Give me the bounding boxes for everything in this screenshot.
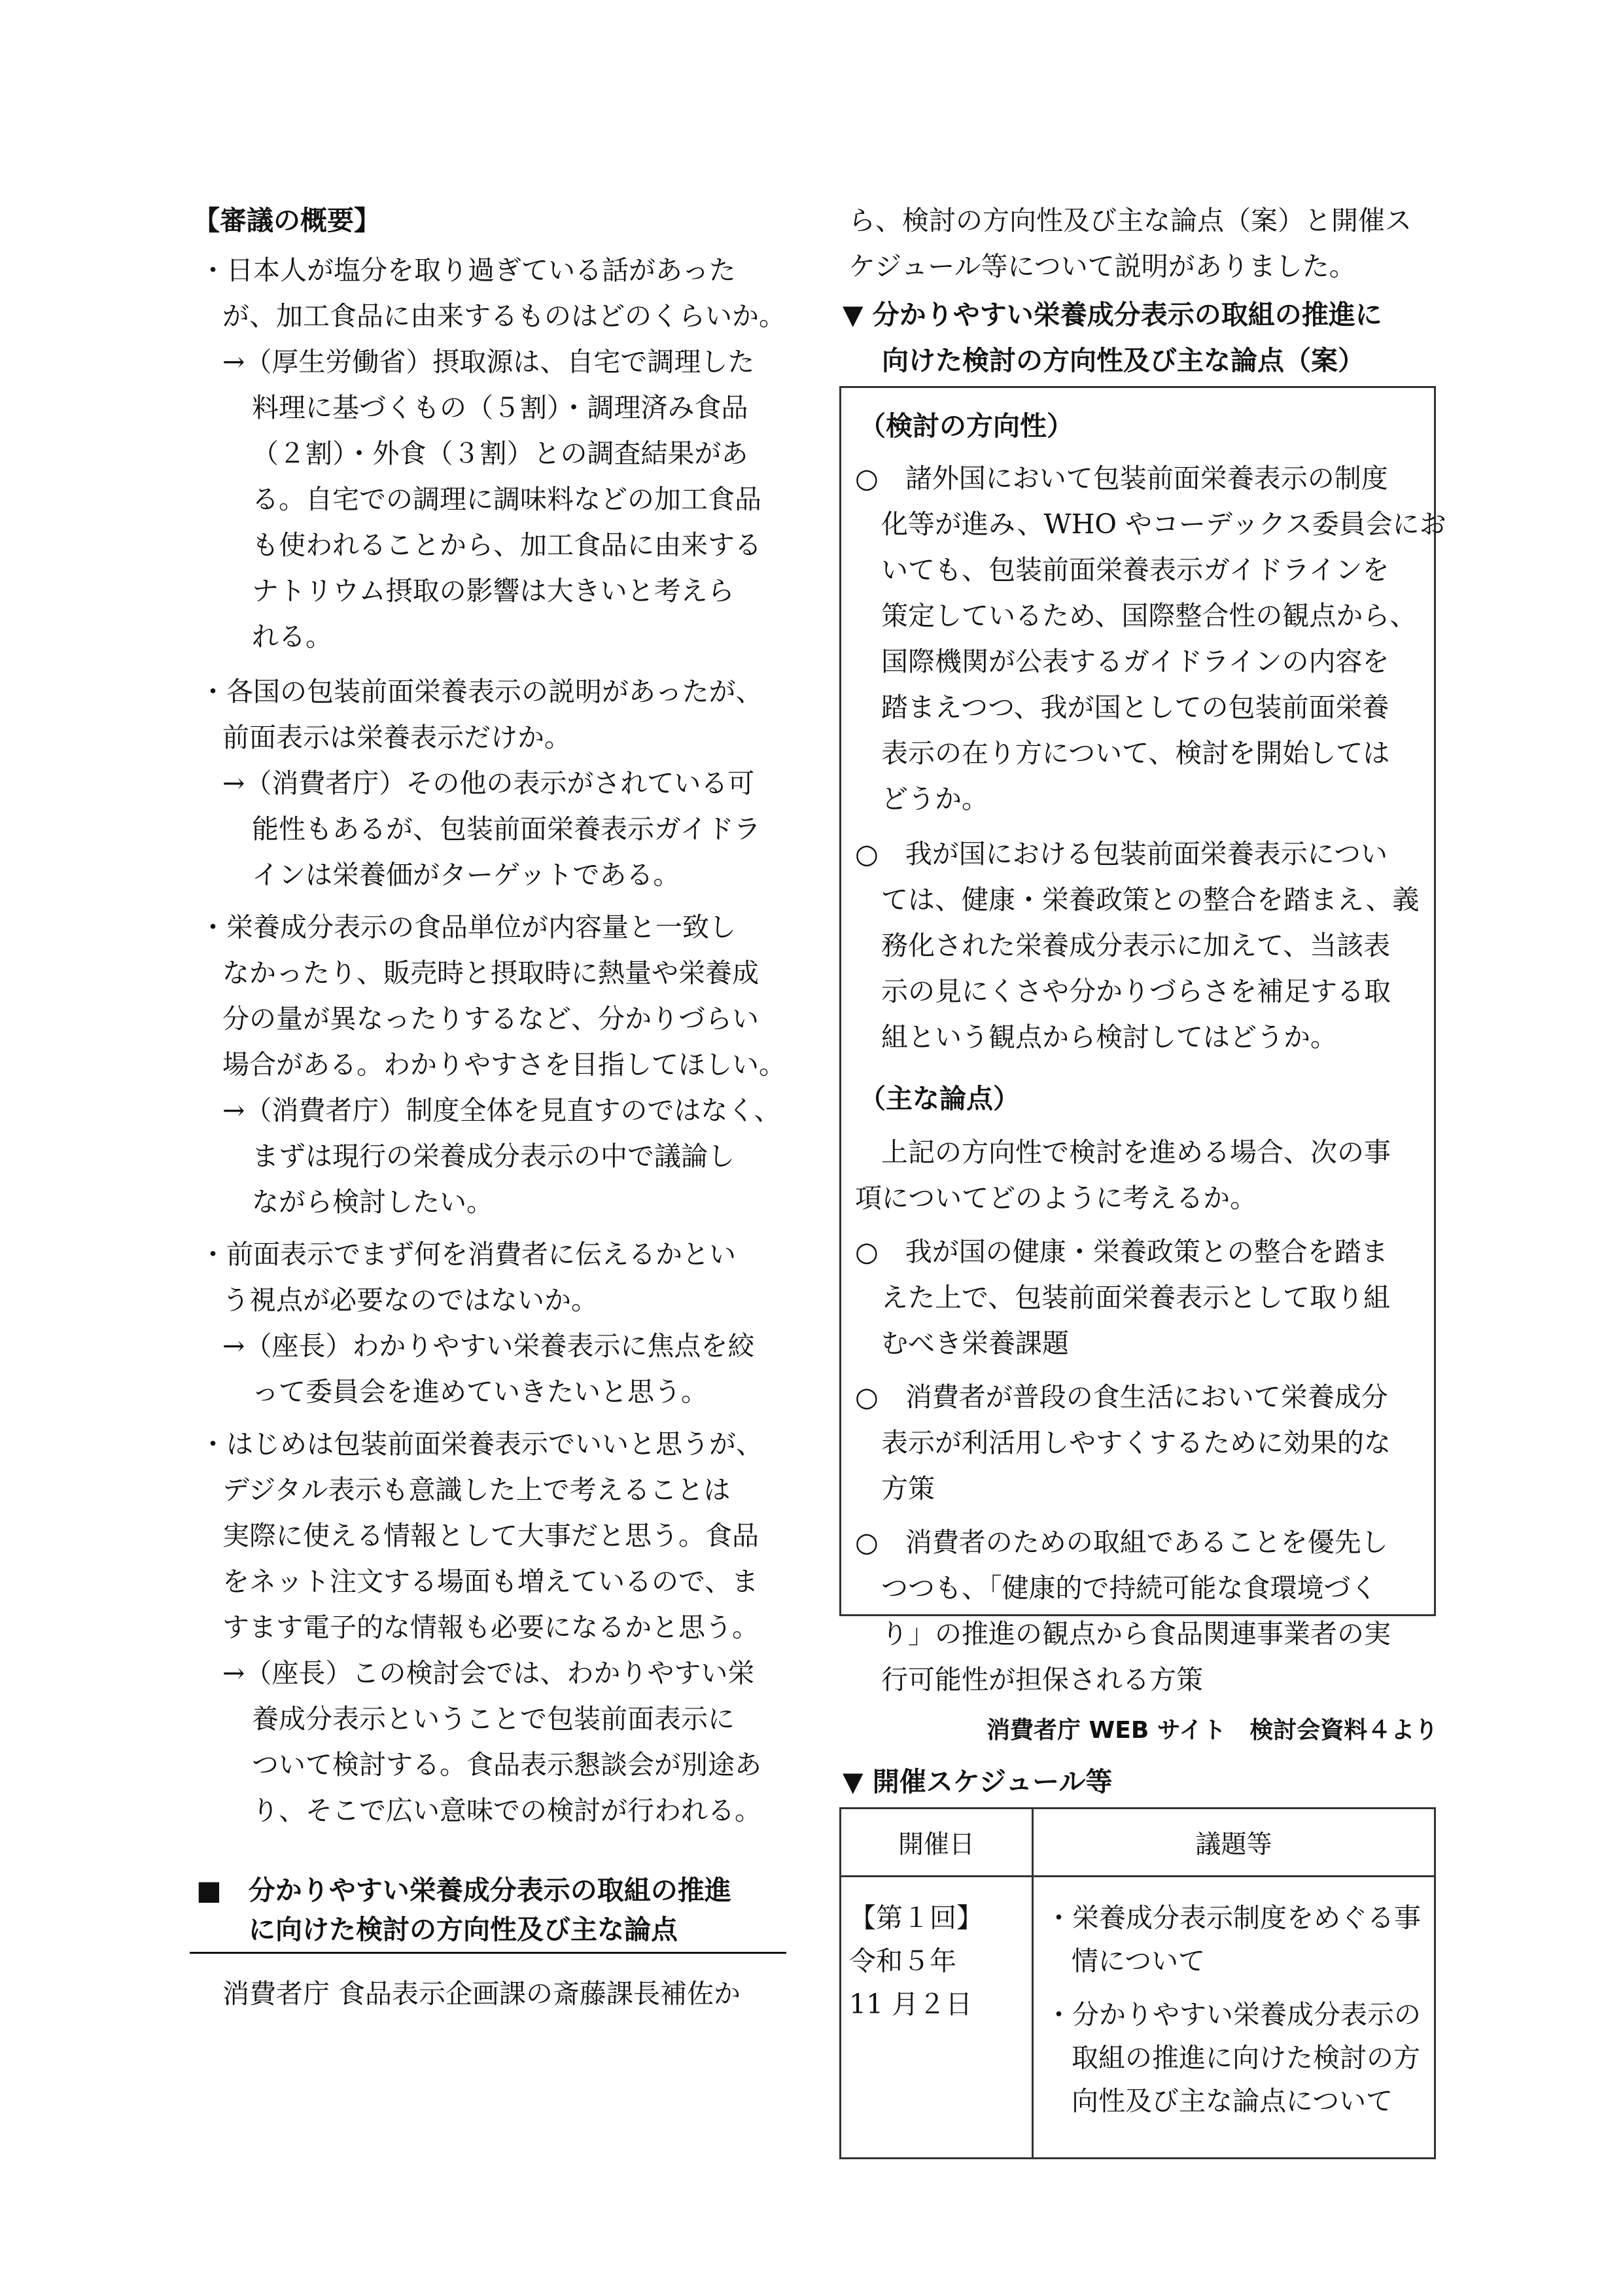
left-line: デジタル表示も意識した上で考えることは	[222, 1474, 731, 1506]
left-line: 能性もあるが、包装前面栄養表示ガイドラ	[252, 813, 761, 845]
topic-line: ・栄養成分表示制度をめぐる事	[1045, 1902, 1421, 1934]
topic-line: 情について	[1072, 1945, 1206, 1977]
left-line: →（座長）この検討会では、わかりやすい栄	[222, 1657, 755, 1689]
col-topic-header: 議題等	[1033, 1809, 1435, 1877]
left-line: ナトリウム摂取の影響は大きいと考えら	[252, 575, 735, 607]
source-note: 消費者庁 WEB サイト 検討会資料４より	[986, 1717, 1439, 1744]
meeting-number: 【第１回】	[849, 1902, 983, 1934]
meeting-era: 令和５年	[849, 1945, 956, 1977]
left-line: れる。	[252, 621, 332, 652]
left-line: ついて検討する。食品表示懇談会が別途あ	[252, 1749, 761, 1780]
section-body: 消費者庁 食品表示企画課の斎藤課長補佐か	[222, 1978, 741, 2009]
left-line: →（厚生労働省）摂取源は、自宅で調理した	[222, 346, 755, 378]
box-line: り」の推進の観点から食品関連事業者の実	[881, 1618, 1391, 1650]
left-line: →（消費者庁）制度全体を見直すのではなく、	[222, 1095, 781, 1126]
box-line: ○ 我が国における包装前面栄養表示につい	[855, 838, 1387, 870]
left-line: る。自宅での調理に調味料などの加工食品	[252, 484, 761, 515]
box-line: 化等が進み、WHO やコーデックス委員会にお	[881, 508, 1446, 540]
left-line: 前面表示は栄養表示だけか。	[222, 722, 571, 753]
left-line: ・はじめは包装前面栄養表示でいいと思うが、	[200, 1428, 763, 1460]
box-line: ○ 消費者が普段の食生活において栄養成分	[855, 1381, 1388, 1413]
schedule-row	[841, 1877, 1435, 2159]
box-line: いても、包装前面栄養表示ガイドラインを	[881, 554, 1389, 586]
box-line: 表示の在り方について、検討を開始しては	[881, 737, 1390, 769]
left-line: →（消費者庁）その他の表示がされている可	[222, 768, 755, 799]
topic-line: 取組の推進に向けた検討の方	[1072, 2042, 1420, 2074]
left-line: り、そこで広い意味での検討が行われる。	[252, 1795, 761, 1826]
left-line: ・日本人が塩分を取り過ぎている話があった	[200, 255, 736, 286]
box-line: えた上で、包装前面栄養表示として取り組	[881, 1282, 1391, 1313]
left-line: 場合がある。わかりやすさを目指してほしい。	[222, 1049, 786, 1080]
section-heading: ■ 分かりやすい栄養成分表示の取組の推進	[196, 1875, 731, 1906]
left-line: すます電子的な情報も必要になるかと思う。	[222, 1612, 759, 1643]
left-line: う視点が必要なのではないか。	[222, 1284, 598, 1316]
left-line: ・各国の包装前面栄養表示の説明があったが、	[200, 676, 763, 707]
left-line: なかったり、販売時と摂取時に熱量や栄養成	[222, 957, 759, 989]
col-date-header: 開催日	[841, 1809, 1033, 1877]
left-line: も使われることから、加工食品に由来する	[252, 529, 761, 561]
box-title: 向けた検討の方向性及び主な論点（案）	[882, 345, 1365, 376]
schedule-table	[839, 1807, 1436, 2159]
left-line: ・前面表示でまず何を消費者に伝えるかとい	[200, 1239, 736, 1270]
section-heading: に向けた検討の方向性及び主な論点	[249, 1914, 678, 1945]
left-line: ・栄養成分表示の食品単位が内容量と一致し	[200, 911, 736, 943]
box-subheading: （検討の方向性）	[859, 410, 1073, 442]
box-line: ○ 消費者のための取組であることを優先し	[855, 1527, 1388, 1558]
box-line: 項についてどのように考えるか。	[855, 1182, 1257, 1214]
box-line: むべき栄養課題	[881, 1328, 1069, 1359]
box-line: ○ 諸外国において包装前面栄養表示の制度	[855, 463, 1388, 494]
left-line: まずは現行の栄養成分表示の中で議論し	[252, 1140, 735, 1172]
intro-line: ケジュール等について説明がありました。	[848, 251, 1356, 282]
left-line: インは栄養価がターゲットである。	[252, 859, 680, 891]
schedule-date-cell	[841, 1877, 1033, 2159]
left-line: ながら検討したい。	[252, 1186, 493, 1218]
topic-line: 向性及び主な論点について	[1072, 2085, 1393, 2117]
box-line: 行可能性が担保される方策	[881, 1664, 1203, 1695]
left-line: 分の量が異なったりするなど、分かりづらい	[222, 1003, 759, 1034]
box-line: 上記の方向性で検討を進める場合、次の事	[881, 1137, 1391, 1168]
box-line: 方策	[881, 1473, 935, 1504]
box-line: つつも、「健康的で持続可能な食環境づく	[881, 1572, 1378, 1604]
left-line: が、加工食品に由来するものはどのくらいか。	[222, 300, 786, 332]
summary-heading: 【審議の概要】	[193, 205, 381, 236]
meeting-date: 11 月２日	[849, 1988, 973, 2020]
box-line: 策定しているため、国際整合性の観点から、	[881, 600, 1417, 631]
box-line: 組という観点から検討してはどうか。	[881, 1021, 1337, 1053]
left-line: →（座長）わかりやすい栄養表示に焦点を絞	[222, 1330, 755, 1362]
intro-line: ら、検討の方向性及び主な論点（案）と開催ス	[848, 205, 1412, 236]
left-line: 養成分表示ということで包装前面表示に	[252, 1703, 735, 1735]
box-title: ▼ 分かりやすい栄養成分表示の取組の推進に	[843, 299, 1382, 330]
schedule-topic-cell	[1033, 1877, 1435, 2159]
left-line: をネット注文する場面も増えているので、ま	[222, 1566, 759, 1597]
topic-line: ・分かりやすい栄養成分表示の	[1045, 1999, 1421, 2030]
box-subheading: （主な論点）	[859, 1083, 1020, 1114]
left-line: 料理に基づくもの（５割）・調理済み食品	[252, 392, 748, 423]
schedule-header-row	[841, 1809, 1435, 1877]
box-line: 表示が利活用しやすくするために効果的な	[881, 1427, 1391, 1458]
box-line: ては、健康・栄養政策との整合を踏まえ、義	[881, 884, 1420, 915]
box-line: 踏まえつつ、我が国としての包装前面栄養	[881, 692, 1389, 723]
section-divider	[190, 1952, 786, 1954]
box-line: ○ 我が国の健康・栄養政策との整合を踏ま	[855, 1236, 1388, 1267]
left-line: （２割）・外食（３割）との調査結果があ	[252, 438, 748, 469]
schedule-title: ▼ 開催スケジュール等	[843, 1766, 1113, 1797]
box-line: どうか。	[881, 783, 988, 815]
left-line: って委員会を進めていきたいと思う。	[252, 1376, 708, 1407]
box-line: 務化された栄養成分表示に加えて、当該表	[881, 930, 1391, 961]
box-line: 国際機関が公表するガイドラインの内容を	[881, 646, 1389, 677]
left-line: 実際に使える情報として大事だと思う。食品	[222, 1520, 759, 1551]
box-line: 示の見にくさや分かりづらさを補足する取	[881, 976, 1391, 1007]
